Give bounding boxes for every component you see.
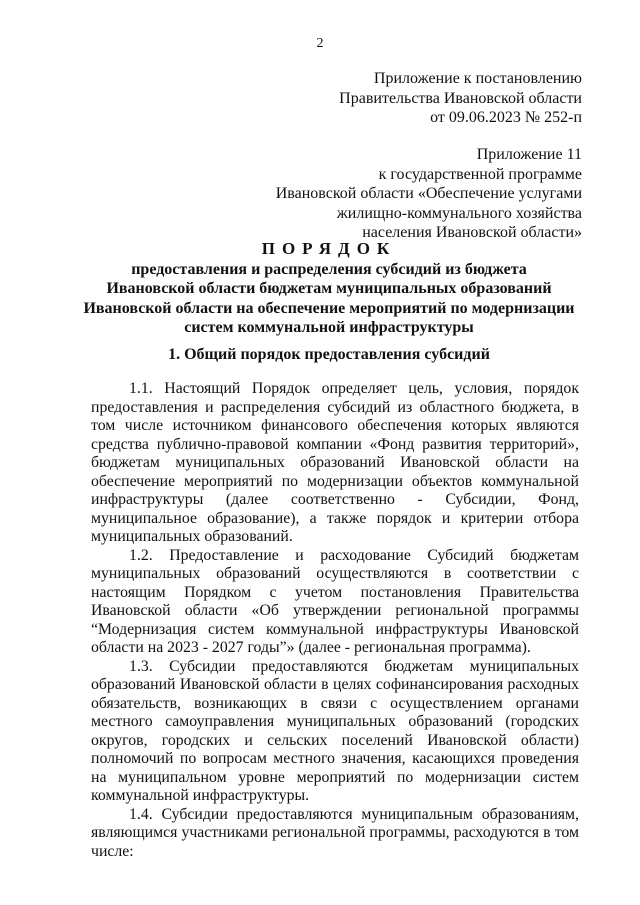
appendix-program-line: Приложение 11 — [476, 146, 582, 163]
section-heading: 1. Общий порядок предоставления субсидий — [168, 346, 490, 363]
title-line: систем коммунальной инфраструктуры — [184, 319, 474, 336]
paragraph-1-4: 1.4. Субсидии предоставляются муниципальным образованиям, являющимся участниками региональной программы, расходуются в том числе: — [91, 805, 579, 860]
title-line: Ивановской области на обеспечение мероприятий по модернизации — [83, 299, 575, 317]
appendix-program-line: населения Ивановской области» — [362, 224, 582, 241]
title-line: Ивановской области бюджетам муниципальных образований — [106, 280, 552, 297]
title-line: предоставления и распределения субсидий из бюджета — [131, 260, 527, 278]
appendix-decree-line: от 09.06.2023 № 252-п — [430, 109, 582, 126]
appendix-program-line: к государственной программе — [378, 165, 582, 183]
body-text — [91, 380, 579, 861]
document-title — [60, 239, 598, 338]
appendix-decree-block — [339, 69, 582, 128]
page-number: 2 — [316, 36, 324, 51]
appendix-program-line: Ивановской области «Обеспечение услугами — [275, 185, 582, 202]
paragraph-1-2: 1.2. Предоставление и расходование Субсидий бюджетам муниципальных образований осуществляются в соответствии с настоящим Порядком с учетом постановления Правительства Ивановской области «Об утверждении региональной программы “Модернизация систем коммунальной инфраструктуры Ивановской области на 2023 - 2027 годы”» (далее - региональная программа). — [91, 546, 579, 656]
paragraph-1-3: 1.3. Субсидии предоставляются бюджетам муниципальных образований Ивановской области в целях софинансирования расходных обязательств, возникающих в связи с осуществлением органами местного самоуправления муниципальных образований (городских округов, городских и сельских поселений Ивановской области) полномочий по вопросам местного значения, касающихся проведения на муниципальном уровне мероприятий по модернизации систем коммунальной инфраструктуры. — [91, 657, 579, 804]
title-main: ПОРЯДОК — [261, 239, 397, 258]
appendix-decree-line: Приложение к постановлению — [373, 70, 582, 87]
appendix-program-line: жилищно-коммунального хозяйства — [336, 204, 582, 222]
appendix-decree-line: Правительства Ивановской области — [339, 89, 582, 107]
appendix-program-block — [276, 145, 582, 243]
paragraph-1-1: 1.1. Настоящий Порядок определяет цель, условия, порядок предоставления и распределения субсидий из областного бюджета, в том числе источником финансового обеспечения которых являются средства публично-правовой компании «Фонд развития территорий», бюджетам муниципальных образований Ивановской области на обеспечение мероприятий по модернизации объектов коммунальной инфраструктуры (далее соответственно - Субсидии, Фонд, муниципальное образование), а также порядок и критерии отбора муниципальных образований. — [91, 380, 579, 545]
